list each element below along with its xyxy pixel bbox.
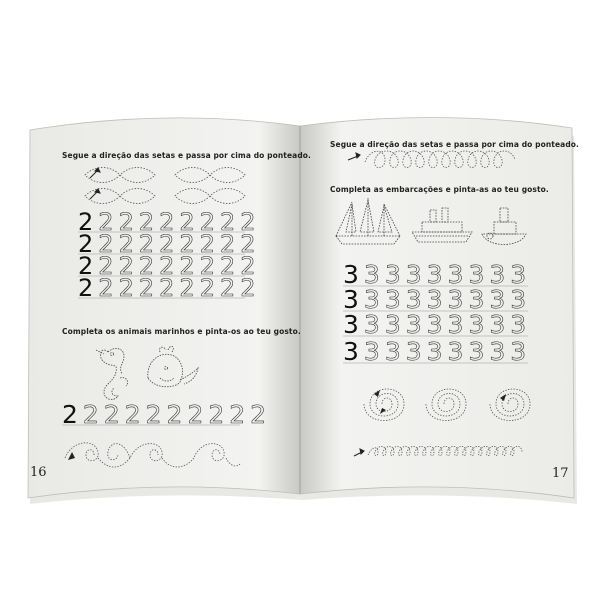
digit-trace: 2 — [250, 400, 267, 429]
digit-trace: 2 — [138, 274, 155, 302]
digit-trace: 2 — [98, 208, 114, 236]
digit-trace: 3 — [363, 285, 380, 314]
digit-trace: 3 — [405, 285, 422, 314]
digit-model: 3 — [343, 310, 359, 339]
page-number-right: 17 — [552, 466, 569, 481]
digit-trace: 2 — [199, 274, 215, 302]
digit-trace: 2 — [240, 252, 256, 280]
digit-row — [78, 276, 256, 300]
digit-trace: 3 — [426, 337, 443, 366]
digit-trace: 2 — [179, 252, 195, 280]
digit-model: 2 — [78, 252, 94, 280]
digit-trace: 3 — [384, 285, 401, 314]
digit-model: 3 — [343, 337, 359, 366]
digit-trace: 2 — [219, 208, 236, 236]
digit-trace: 3 — [468, 285, 485, 314]
digit-trace: 2 — [138, 208, 155, 236]
digit-trace: 3 — [510, 337, 527, 366]
digit-trace: 2 — [199, 230, 215, 258]
digit-trace: 2 — [118, 230, 134, 258]
digit-trace: 2 — [187, 400, 204, 429]
digit-trace: 2 — [159, 230, 175, 258]
digit-trace: 3 — [363, 337, 380, 366]
digit-trace: 2 — [103, 400, 120, 429]
digit-trace: 2 — [98, 230, 114, 258]
digit-trace: 2 — [240, 208, 256, 236]
digit-trace: 2 — [219, 274, 236, 302]
digit-trace: 3 — [489, 260, 506, 289]
digit-trace: 2 — [199, 252, 215, 280]
left-page — [28, 118, 300, 498]
digit-trace: 3 — [468, 260, 485, 289]
page-number-left: 16 — [30, 465, 47, 480]
digit-trace: 2 — [208, 400, 225, 429]
digit-trace: 3 — [426, 260, 443, 289]
left-instruction-1: Segue a direção das setas e passa por cima do ponteado. — [62, 151, 311, 160]
digit-trace: 3 — [363, 260, 380, 289]
digit-trace: 3 — [510, 285, 527, 314]
digit-trace: 2 — [166, 400, 183, 429]
digit-trace: 2 — [82, 400, 99, 429]
digit-trace: 2 — [240, 274, 256, 302]
digit-row — [62, 402, 266, 427]
digit-trace: 3 — [468, 310, 485, 339]
digit-trace: 3 — [510, 310, 527, 339]
digit-trace: 3 — [489, 337, 506, 366]
digit-trace: 3 — [447, 285, 464, 314]
digit-row — [343, 312, 526, 337]
digit-trace: 2 — [179, 274, 195, 302]
digit-trace: 3 — [510, 260, 527, 289]
right-instruction-2: Completa as embarcações e pinta-as ao teu gosto. — [330, 185, 549, 194]
left-instruction-2: Completa os animais marinhos e pinta-os ao teu gosto. — [62, 327, 301, 336]
digit-row — [343, 287, 526, 312]
digit-trace: 3 — [447, 260, 464, 289]
digit-model: 2 — [78, 208, 94, 236]
digit-trace: 2 — [159, 208, 175, 236]
digit-trace: 3 — [405, 337, 422, 366]
digit-trace: 2 — [98, 274, 114, 302]
digit-model: 2 — [78, 274, 94, 302]
digit-model: 2 — [62, 400, 78, 429]
digit-trace: 3 — [468, 337, 485, 366]
digit-trace: 2 — [179, 208, 195, 236]
digit-trace: 2 — [98, 252, 114, 280]
digit-row — [343, 262, 526, 287]
digit-trace: 3 — [405, 260, 422, 289]
digit-trace: 2 — [240, 230, 256, 258]
digit-trace: 3 — [447, 310, 464, 339]
digit-trace: 3 — [489, 310, 506, 339]
digit-trace: 2 — [159, 252, 175, 280]
digit-row — [343, 339, 526, 364]
digit-trace: 2 — [159, 274, 175, 302]
digit-trace: 2 — [219, 230, 236, 258]
digit-trace: 3 — [426, 310, 443, 339]
digit-trace: 3 — [384, 260, 401, 289]
digit-trace: 2 — [138, 252, 155, 280]
digit-trace: 2 — [118, 208, 134, 236]
digit-trace: 2 — [118, 252, 134, 280]
digit-trace: 3 — [384, 337, 401, 366]
digit-trace: 2 — [229, 400, 246, 429]
digit-trace: 3 — [489, 285, 506, 314]
digit-trace: 2 — [118, 274, 134, 302]
digit-trace: 3 — [363, 310, 380, 339]
digit-trace: 2 — [199, 208, 215, 236]
digit-trace: 3 — [447, 337, 464, 366]
digit-trace: 3 — [426, 285, 443, 314]
digit-trace: 3 — [384, 310, 401, 339]
digit-model: 2 — [78, 230, 94, 258]
digit-model: 3 — [343, 260, 359, 289]
digit-trace: 3 — [405, 310, 422, 339]
digit-model: 3 — [343, 285, 359, 314]
digit-trace: 2 — [179, 230, 195, 258]
digit-trace: 2 — [124, 400, 141, 429]
right-instruction-1: Segue a direção das setas e passa por cima do ponteado. — [330, 140, 579, 149]
digit-trace: 2 — [138, 230, 155, 258]
digit-trace: 2 — [219, 252, 236, 280]
digit-trace: 2 — [145, 400, 162, 429]
